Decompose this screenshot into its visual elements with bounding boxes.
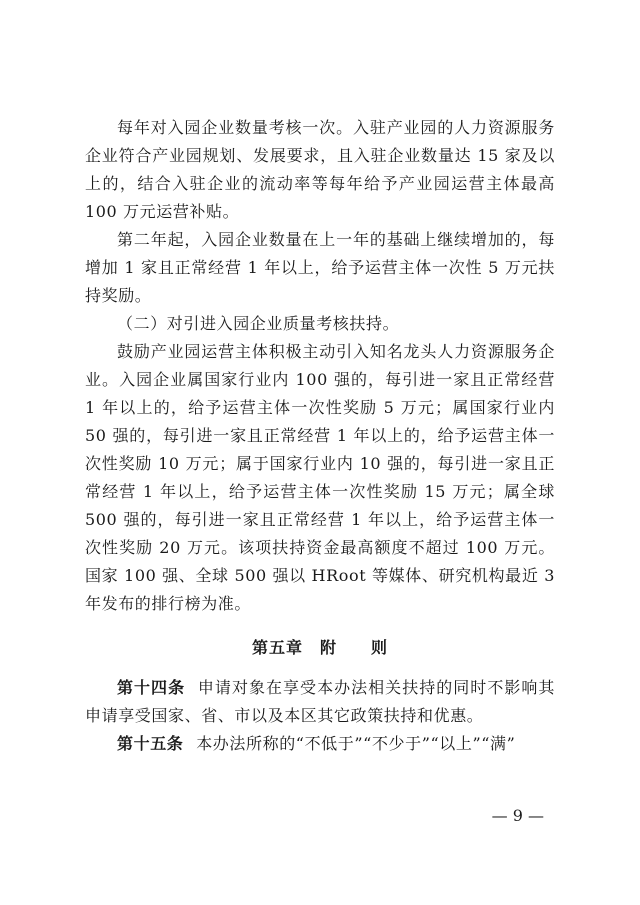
- paragraph-operating-subsidy: 每年对入园企业数量考核一次。入驻产业园的人力资源服务企业符合产业园规划、发展要求，且入驻企业数量达 15 家及以上的，结合入驻企业的流动率等每年给予产业园运营主体最高 100 万元运营补贴。: [85, 118, 555, 221]
- article-14-label: 第十四条: [117, 678, 186, 697]
- page-body: [85, 114, 555, 758]
- paragraph-quality-assessment-title: （二）对引进入园企业质量考核扶持。: [117, 314, 400, 333]
- article-14-text: 申请对象在享受本办法相关扶持的同时不影响其申请享受国家、省、市以及本区其它政策扶持和优惠。: [85, 678, 555, 725]
- paragraph-quality-reward: 鼓励产业园运营主体积极主动引入知名龙头人力资源服务企业。入园企业属国家行业内 100 强的，每引进一家且正常经营 1 年以上的，给予运营主体一次性奖励 5 万元；属国家行业内 50 强的，每引进一家且正常经营 1 年以上的，给予运营主体一次性奖励 10 万元；属于国家行业内 10 强的，每引进一家且正常经营 1 年以上，给予运营主体一次性奖励 15 万元；属全球 500 强的，每引进一家且正常经营 1 年以上，给予运营主体一次性奖励 20 万元。该项扶持资金最高额度不超过 100 万元。国家 100 强、全球 500 强以 HRoot 等媒体、研究机构最近 3 年发布的排行榜为准。: [85, 342, 555, 613]
- paragraph-second-year-reward: 第二年起，入园企业数量在上一年的基础上继续增加的，每增加 1 家且正常经营 1 年以上，给予运营主体一次性 5 万元扶持奖励。: [85, 230, 555, 305]
- chapter-heading: 第五章 附 则: [251, 638, 388, 657]
- article-14: [85, 674, 555, 730]
- article-15: [85, 730, 555, 758]
- article-15-text: 本办法所称的“不低于”“不少于”“以上”“满”: [196, 734, 516, 753]
- article-15-label: 第十五条: [117, 734, 184, 753]
- page-number: — 9 —: [491, 806, 544, 825]
